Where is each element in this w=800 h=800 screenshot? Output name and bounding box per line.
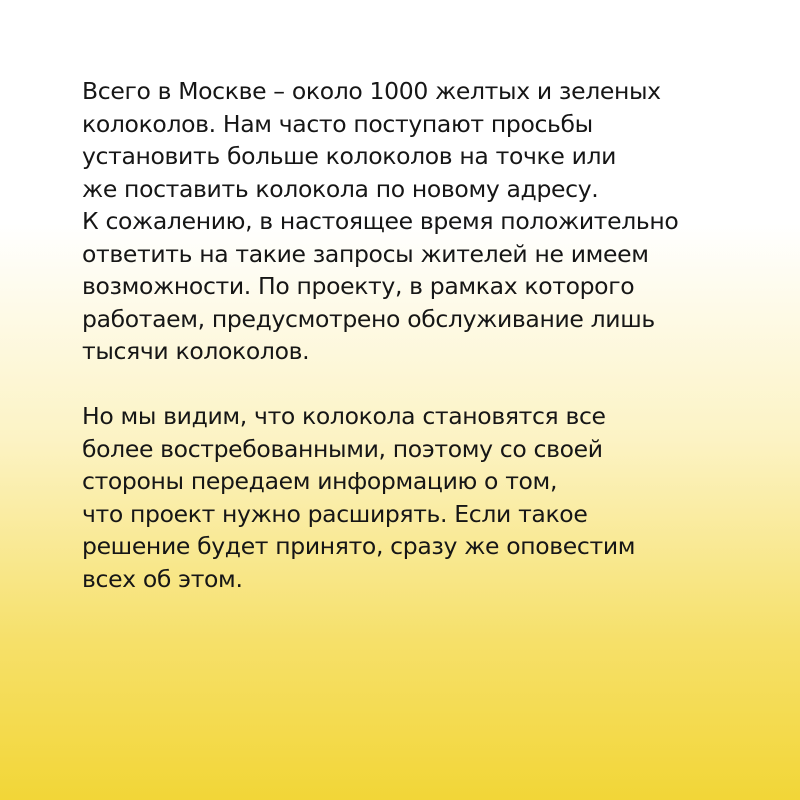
text-line: Но мы видим, что колокола становятся все	[82, 402, 606, 430]
text-line: возможности. По проекту, в рамках которого	[82, 272, 635, 300]
paragraph-2	[82, 400, 762, 595]
text-line: ответить на такие запросы жителей не имеем	[82, 239, 649, 268]
text-line: колоколов. Нам часто поступают просьбы	[82, 109, 593, 138]
text-line: же поставить колокола по новому адресу.	[82, 174, 599, 203]
paragraph-1	[82, 75, 762, 368]
text-line: Всего в Москве – около 1000 желтых и зеленых	[82, 77, 661, 105]
text-line: что проект нужно расширять. Если такое	[82, 499, 588, 528]
text-line: работаем, предусмотрено обслуживание лишь	[82, 304, 655, 333]
text-block	[82, 75, 762, 595]
text-line: К сожалению, в настоящее время положительно	[82, 207, 679, 235]
text-line: всех об этом.	[82, 564, 243, 593]
text-line: решение будет принято, сразу же оповестим	[82, 532, 636, 560]
text-line: стороны передаем информацию о том,	[82, 467, 558, 495]
text-line: тысячи колоколов.	[82, 337, 310, 365]
text-line: установить больше колоколов на точке или	[82, 142, 617, 170]
text-line: более востребованными, поэтому со своей	[82, 434, 603, 463]
